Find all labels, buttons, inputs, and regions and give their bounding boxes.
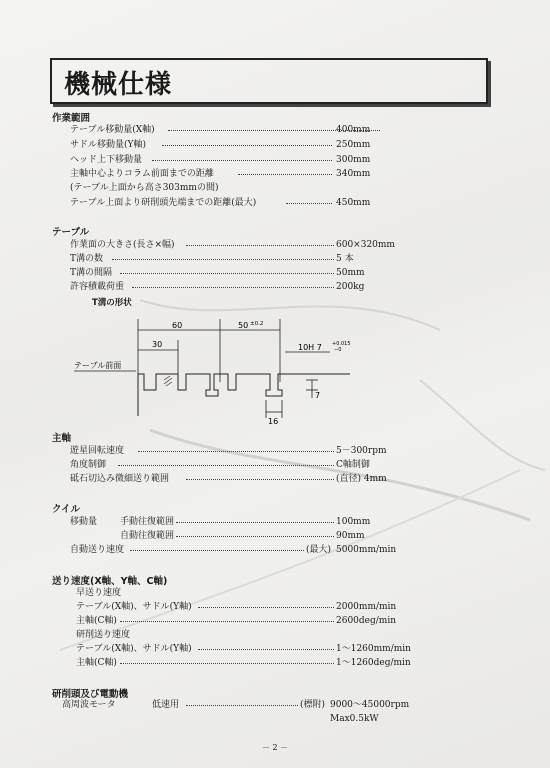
spec-row — [70, 472, 400, 486]
spec-value: 2000mm/min — [336, 602, 397, 612]
spec-value: 400mm — [336, 125, 371, 135]
spec-label: 手動往復範囲 — [120, 517, 175, 527]
spec-row — [76, 614, 406, 628]
dim-50-tolerance: ±0.2 — [250, 321, 264, 327]
spec-value: 1～1260deg/min — [336, 658, 411, 668]
spec-label: T溝の数 — [70, 254, 104, 264]
tol-lower: −0 — [334, 347, 342, 353]
spec-value: 90mm — [336, 531, 365, 541]
spec-qualifier: (最大) — [306, 545, 332, 555]
spec-row — [70, 123, 380, 137]
spec-row — [76, 656, 416, 670]
spec-row — [70, 138, 380, 152]
spec-label: 砥石切込み微細送り範囲 — [70, 474, 170, 484]
spec-label: 角度制御 — [70, 460, 107, 470]
spec-label: テーブル(X軸)、サドル(Y軸) — [76, 644, 192, 654]
spec-value: 340mm — [336, 169, 371, 179]
leader-dots — [152, 160, 332, 161]
leader-dots — [112, 259, 334, 260]
spec-row — [120, 515, 390, 529]
spec-row — [70, 167, 380, 181]
spec-row — [70, 458, 390, 472]
spec-row — [70, 444, 390, 458]
leader-dots — [118, 465, 334, 466]
spec-row — [70, 266, 390, 280]
spec-value: 100mm — [336, 517, 371, 527]
leader-dots — [162, 145, 332, 146]
spec-row — [70, 238, 395, 252]
spec-label: テーブル上面より研削頭先端までの距離(最大) — [70, 198, 257, 208]
spec-row — [62, 698, 410, 712]
tol-upper: +0.015 — [332, 341, 351, 347]
spec-row — [70, 543, 400, 557]
spec-label: 作業面の大きさ(長さ×幅) — [70, 240, 175, 250]
spec-value: 5－300rpm — [336, 446, 387, 456]
spec-value: 5 本 — [336, 254, 354, 264]
dim-10h7-label: 10H 7 — [298, 343, 322, 352]
spec-label: 自動送り速度 — [70, 545, 125, 555]
leader-dots — [198, 607, 334, 608]
spec-row — [76, 642, 416, 656]
leader-dots — [132, 287, 334, 288]
section-spindle-heading: 主軸 — [52, 433, 72, 444]
spec-row — [120, 529, 390, 543]
leader-dots — [130, 550, 304, 551]
rapid-feed-label: 早送り速度 — [76, 588, 122, 598]
leader-dots — [186, 705, 298, 706]
leader-dots — [186, 245, 334, 246]
dim-16-label: 16 — [268, 417, 279, 426]
page-number: － 2 － — [262, 743, 289, 752]
leader-dots — [120, 621, 334, 622]
spec-value: 50mm — [336, 268, 365, 278]
spec-label: テーブル(X軸)、サドル(Y軸) — [76, 602, 192, 612]
spec-label: テーブル移動量(X軸) — [70, 125, 155, 135]
section-table-heading: テーブル — [52, 227, 90, 238]
section-work-range-heading: 作業範囲 — [52, 113, 91, 124]
table-front-label: テーブル前面 — [74, 361, 122, 370]
leader-dots — [238, 174, 332, 175]
spec-label: 主軸(C軸) — [76, 616, 117, 626]
page-title: 機械仕様 — [64, 70, 173, 100]
spec-qualifier: (標附) — [300, 700, 326, 710]
leader-dots — [186, 479, 334, 480]
dim-30-label: 30 — [152, 340, 163, 349]
dim-50-label: 50 — [238, 321, 249, 330]
spec-value: 450mm — [336, 198, 371, 208]
spec-sub-label: 低速用 — [152, 700, 180, 710]
leader-dots — [176, 536, 334, 537]
spec-label: 許容積載荷重 — [70, 282, 125, 292]
leader-dots — [286, 203, 332, 204]
section-feed-heading: 送り速度(X軸、Y軸、C軸) — [52, 576, 168, 587]
quill-movement-label: 移動量 — [70, 517, 98, 527]
section-quill-heading: クイル — [52, 504, 81, 515]
spec-value: (直径) 4mm — [336, 474, 387, 484]
spec-value: 300mm — [336, 155, 371, 165]
spec-label: ヘッド上下移動量 — [70, 155, 143, 165]
t-slot-caption: T溝の形状 — [92, 298, 132, 308]
leader-dots — [138, 451, 334, 452]
leader-dots — [198, 649, 334, 650]
spec-row — [70, 196, 380, 210]
spec-label: 高周波モータ — [62, 700, 116, 710]
spec-value-power: Max0.5kW — [330, 714, 379, 724]
spec-label: 主軸中心よりコラム前面までの距離 — [70, 169, 214, 179]
spec-value: 1～1260mm/min — [336, 644, 411, 654]
leader-dots — [120, 663, 334, 664]
spec-row — [76, 600, 406, 614]
spec-value: 250mm — [336, 140, 371, 150]
spec-value: C軸制御 — [336, 460, 370, 470]
dim-7-label: 7 — [315, 391, 321, 400]
spec-label: 主軸(C軸) — [76, 658, 117, 668]
spec-label: サドル移動量(Y軸) — [70, 140, 146, 150]
spec-value: 200kg — [336, 282, 365, 292]
t-slot-diagram — [60, 316, 360, 436]
spec-row — [70, 280, 390, 294]
spec-value: 600×320mm — [336, 240, 395, 250]
spec-note: (テーブル上面から高さ303mmの間) — [70, 183, 219, 193]
leader-dots — [176, 522, 334, 523]
title-box — [50, 58, 488, 104]
spec-value: 5000mm/min — [336, 545, 397, 555]
spec-label: 遊星回転速度 — [70, 446, 125, 456]
spec-row — [70, 252, 390, 266]
grind-feed-label: 研削送り速度 — [76, 630, 131, 640]
dim-60-label: 60 — [172, 321, 183, 330]
section-motor-heading: 研削頭及び電動機 — [52, 689, 129, 700]
spec-value: 9000～45000rpm — [330, 700, 410, 710]
spec-label: T溝の間隔 — [70, 268, 113, 278]
spec-value: 2600deg/min — [336, 616, 396, 626]
spec-label: 自動往復範囲 — [120, 531, 175, 541]
leader-dots — [120, 273, 334, 274]
spec-row — [70, 153, 380, 167]
